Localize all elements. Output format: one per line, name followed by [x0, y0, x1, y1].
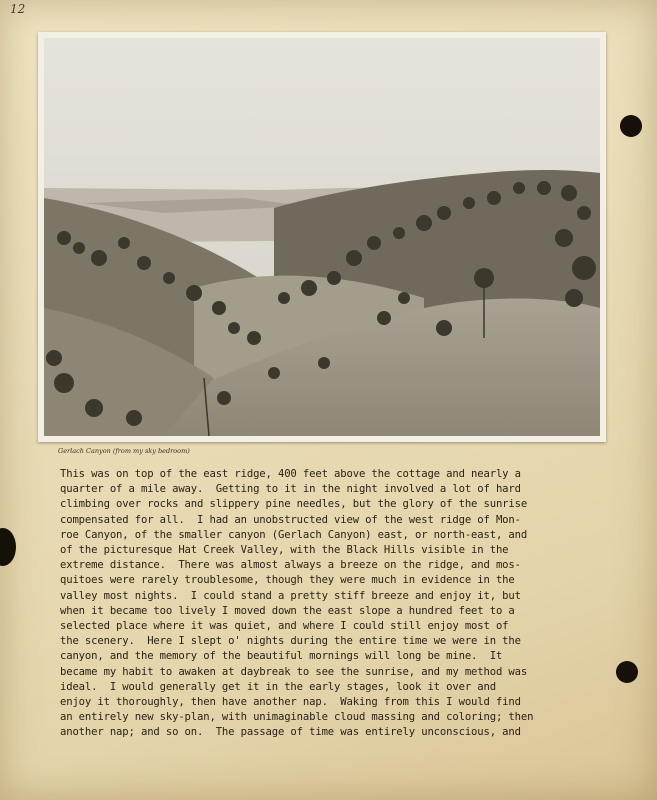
- text-line: valley most nights. I could stand a pretty stiff breeze and enjoy it, but: [60, 589, 521, 602]
- text-line: enjoy it thoroughly, then have another nap. Waking from this I would find: [60, 696, 521, 709]
- page-number: 12: [10, 2, 26, 16]
- text-line: canyon, and the memory of the beautiful mornings will long be mine. It: [60, 650, 503, 663]
- text-line: an entirely new sky-plan, with unimaginable cloud massing and coloring; then: [60, 711, 534, 724]
- punch-hole: [620, 115, 642, 137]
- landscape-photo: [38, 32, 606, 442]
- text-line: quitoes were rarely troublesome, though they were much in evidence in the: [60, 574, 515, 587]
- typed-body-text: [60, 467, 620, 741]
- text-line: climbing over rocks and slippery pine needles, but the glory of the sunrise: [60, 498, 528, 511]
- text-line: selected place where it was quiet, and where I could still enjoy most of: [60, 620, 509, 633]
- text-line: This was on top of the east ridge, 400 feet above the cottage and nearly a: [60, 468, 521, 480]
- text-line: extreme distance. There was almost always a breeze on the ridge, and mos-: [60, 559, 521, 572]
- text-line: ideal. I would generally get it in the early stages, look it over and: [60, 680, 496, 693]
- photo-caption: Gerlach Canyon (from my sky bedroom): [58, 447, 190, 455]
- text-line: became my habit to awaken at daybreak to see the sunrise, and my method was: [60, 665, 528, 678]
- text-line: compensated for all. I had an unobstructed view of the west ridge of Mon-: [60, 513, 521, 526]
- text-line: roe Canyon, of the smaller canyon (Gerlach Canyon) east, or north-east, and: [60, 528, 528, 541]
- text-line: when it became too lively I moved down the east slope a hundred feet to a: [60, 604, 515, 617]
- canyon-landscape-image: [44, 38, 600, 436]
- text-line: quarter of a mile away. Getting to it in the night involved a lot of hard: [60, 483, 521, 496]
- text-line: the scenery. Here I slept o' nights during the entire time we were in the: [60, 635, 521, 648]
- text-line: of the picturesque Hat Creek Valley, with the Black Hills visible in the: [60, 544, 509, 557]
- punch-hole: [0, 528, 16, 566]
- text-line: another nap; and so on. The passage of time was entirely unconscious, and: [60, 726, 521, 739]
